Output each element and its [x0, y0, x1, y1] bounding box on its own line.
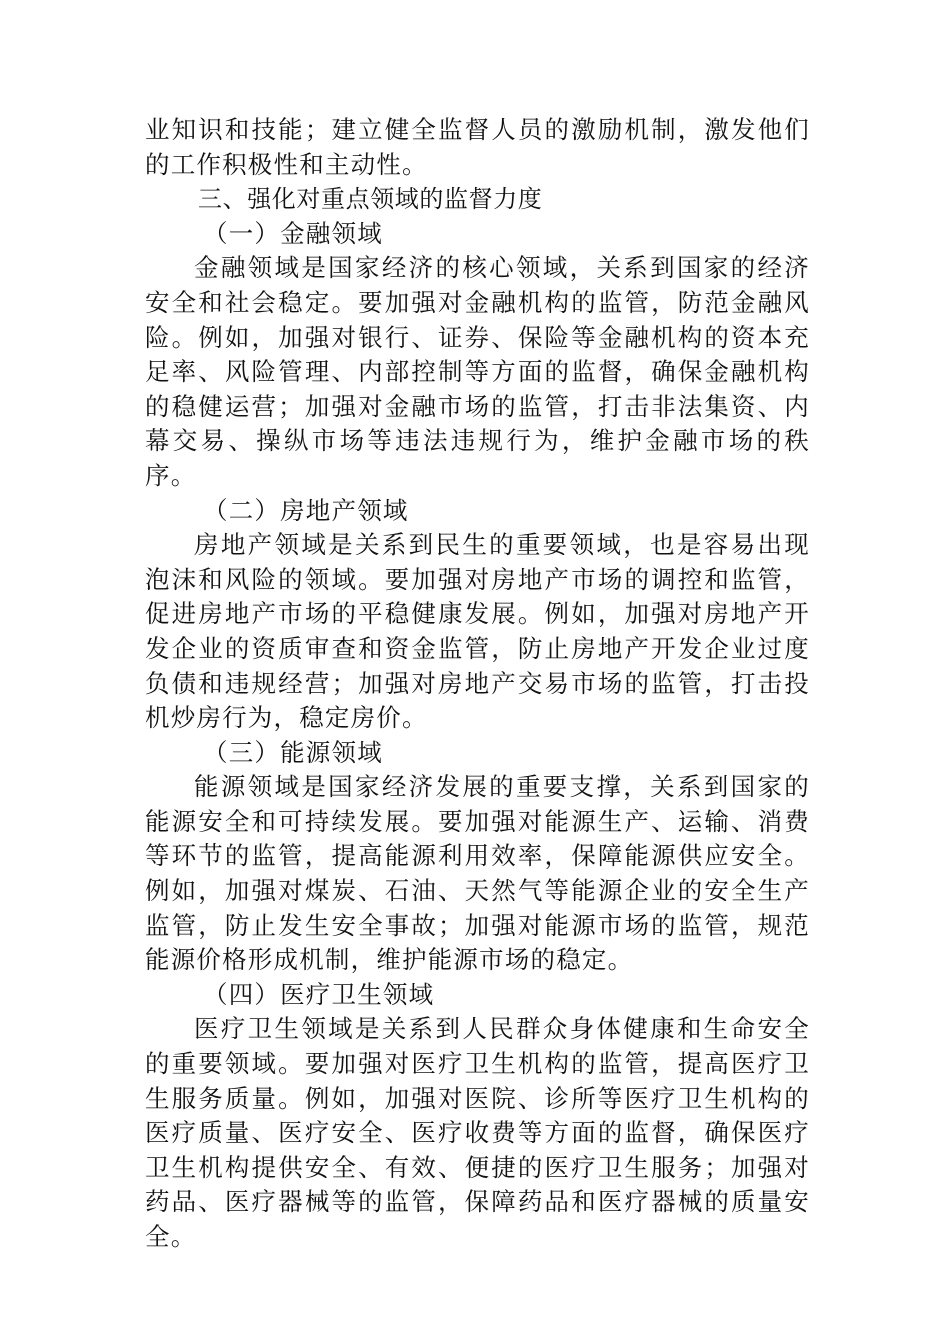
subsection-body-healthcare: 医疗卫生领域是关系到人民群众身体健康和生命安全的重要领域。要加强对医疗卫生机构的监管，提高医疗卫生服务质量。例如，加强对医院、诊所等医疗卫生机构的医疗质量、医疗安全、医疗收费等方面的监督，确保医疗卫生机构提供安全、有效、便捷的医疗卫生服务；加强对药品、医疗器械等的监管，保障药品和医疗器械的质量安全。 — [145, 1014, 810, 1251]
subsection-body-real-estate: 房地产领域是关系到民生的重要领域，也是容易出现泡沫和风险的领域。要加强对房地产市场的调控和监管，促进房地产市场的平稳健康发展。例如，加强对房地产开发企业的资质审查和资金监管，防止房地产开发企业过度负债和违规经营；加强对房地产交易市场的监管，打击投机炒房行为，稳定房价。 — [145, 530, 810, 733]
subsection-heading-energy: （三）能源领域 — [203, 737, 383, 767]
subsection-heading-finance: （一）金融领域 — [203, 218, 383, 248]
subsection-body-finance: 金融领域是国家经济的核心领域，关系到国家的经济安全和社会稳定。要加强对金融机构的监管，防范金融风险。例如，加强对银行、证券、保险等金融机构的资本充足率、风险管理、内部控制等方面的监督，确保金融机构的稳健运营；加强对金融市场的监管，打击非法集资、内幕交易、操纵市场等违法违规行为，维护金融市场的秩序。 — [145, 253, 810, 490]
section-heading: 三、强化对重点领域的监督力度 — [198, 185, 543, 214]
continuation-paragraph: 业知识和技能；建立健全监督人员的激励机制，激发他们的工作积极性和主动性。 — [145, 115, 810, 179]
subsection-heading-real-estate: （二）房地产领域 — [203, 495, 409, 525]
document-body — [145, 113, 810, 1255]
subsection-body-energy: 能源领域是国家经济发展的重要支撑，关系到国家的能源安全和可持续发展。要加强对能源生产、运输、消费等环节的监管，提高能源利用效率，保障能源供应安全。例如，加强对煤炭、石油、天然气等能源企业的安全生产监管，防止发生安全事故；加强对能源市场的监管，规范能源价格形成机制，维护能源市场的稳定。 — [145, 772, 810, 975]
subsection-heading-healthcare: （四）医疗卫生领域 — [203, 979, 435, 1009]
